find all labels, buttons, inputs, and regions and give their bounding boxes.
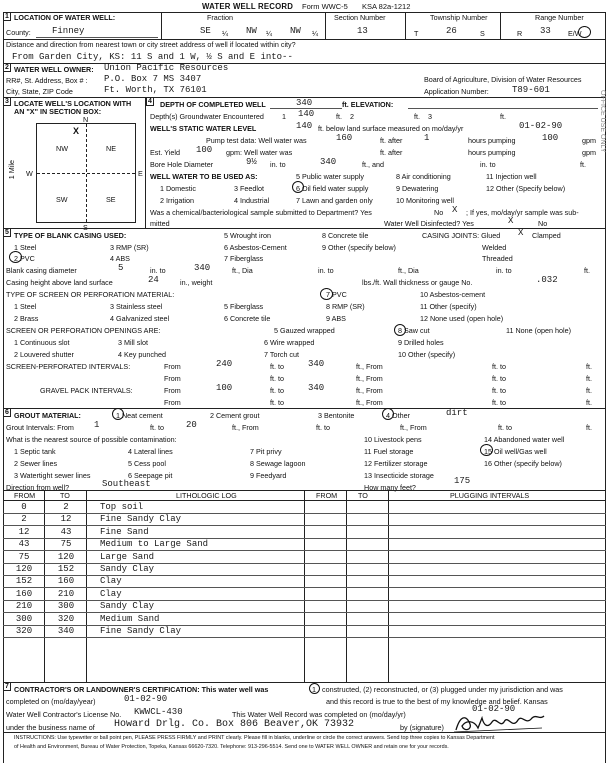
fraction-2: NW <box>246 26 257 36</box>
quadrant-ne: NE <box>106 144 116 153</box>
log-from-cell: 12 <box>18 526 30 537</box>
screen-pvc-circle <box>320 288 333 300</box>
perf-ft-to-4: ft. to <box>492 374 506 383</box>
license-label: Water Well Contractor's License No. <box>6 710 122 719</box>
grout-other-circle <box>382 408 394 420</box>
casing-rmp[interactable]: 3 RMP (SR) <box>110 243 149 252</box>
blank-in-to: in. to <box>150 266 166 275</box>
perf-ft-from: ft., From <box>356 362 383 371</box>
compass-n: N <box>83 115 89 124</box>
contam-pit[interactable]: 7 Pit privy <box>250 447 282 456</box>
yield-hours-text: hours pumping <box>468 148 516 157</box>
log-desc-cell: Fine Sandy Clay <box>100 626 182 636</box>
screen-pvc[interactable]: 7 PVC <box>326 290 347 299</box>
rr-value: P.O. Box 7 MS 3407 <box>104 74 202 84</box>
gravel-from-2: From <box>164 398 181 407</box>
screen-none[interactable]: 12 None used (open hole) <box>420 314 504 323</box>
grout-ft-end: ft. <box>586 423 592 432</box>
static-level-text: ft. below land surface measured on mo/day/yr <box>318 124 464 133</box>
business-value: Howard Drlg. Co. Box 806 Beaver,OK 73932 <box>114 719 355 730</box>
contam-insecticide[interactable]: 13 Insecticide storage <box>364 471 434 480</box>
ksa-number: KSA 82a-1212 <box>362 2 411 11</box>
section-1-number: 1 <box>3 12 11 21</box>
use-public[interactable]: 5 Public water supply <box>296 172 364 181</box>
screen-fiberglass[interactable]: 5 Fiberglass <box>224 302 264 311</box>
location-label: LOCATION OF WATER WELL: <box>14 13 116 22</box>
log-row-rule <box>3 587 606 588</box>
open-mill[interactable]: 3 Mill slot <box>118 338 148 347</box>
section-3-number: 3 <box>3 97 11 106</box>
log-row-rule <box>3 550 606 551</box>
grout-intervals-label: Grout Intervals: From <box>6 423 74 432</box>
log-row-rule <box>3 575 606 576</box>
perf-ft-to-3: ft. to <box>270 374 284 383</box>
log-desc-cell: Top soil <box>100 502 144 512</box>
yield-text: gpm: Well water was <box>226 148 293 157</box>
howmany-label: How many feet? <box>364 483 416 492</box>
fraction-label: Fraction <box>207 13 233 22</box>
grout-ft-to-2: ft. to <box>316 423 330 432</box>
casing-fiberglass[interactable]: 7 Fiberglass <box>224 254 264 263</box>
use-injection[interactable]: 11 Injection well <box>486 172 537 181</box>
office-use-margin: OFFICE USE ONLY <box>599 90 606 153</box>
gravel-ft-to-2: ft. to <box>492 386 506 395</box>
log-row-rule <box>3 513 606 514</box>
groundwater-label: Depth(s) Groundwater Encountered <box>150 112 264 121</box>
use-air[interactable]: 8 Air conditioning <box>396 172 451 181</box>
log-row-rule <box>3 525 606 526</box>
perf-ft-end: ft. <box>586 362 592 371</box>
yield-gpm-unit: gpm <box>582 148 596 157</box>
quarter-mark-1: ¼ <box>222 29 228 38</box>
bore-ft: ft. <box>580 160 586 169</box>
blank-diam-label: Blank casing diameter <box>6 266 77 275</box>
height-tail: in., weight <box>180 278 213 287</box>
pump-value: 160 <box>336 133 353 143</box>
yield-value: 100 <box>196 145 213 155</box>
screen-other[interactable]: 11 Other (specify) <box>420 302 477 311</box>
log-row-rule <box>3 612 606 613</box>
log-desc-cell: Sandy Clay <box>100 564 155 574</box>
instructions-1: INSTRUCTIONS: Use typewriter or ball point pen, PLEASE PRESS FIRMLY and PRINT clearly. Please fill in blanks, underline or circle the correct answers. Send top three copies to Kansas Department <box>14 735 495 741</box>
log-from-cell: 0 <box>21 502 27 512</box>
range-label: Range Number <box>535 13 584 22</box>
perf-ft-to: ft. to <box>270 362 284 371</box>
log-desc-cell: Clay <box>100 588 122 599</box>
contam-cess[interactable]: 5 Cess pool <box>128 459 166 468</box>
chem-sample-label: Was a chemical/bacteriological sample submitted to Department? Yes <box>150 208 372 217</box>
height-value: 24 <box>148 275 159 285</box>
grout-ft-to-3: ft. to <box>498 423 512 432</box>
chem-mitted: mitted <box>150 219 170 228</box>
gravel-ft-to-3: ft. to <box>270 398 284 407</box>
log-from-cell: 75 <box>18 551 30 562</box>
township-label: Township Number <box>430 13 488 22</box>
grout-ft-to: ft. to <box>150 423 164 432</box>
log-to-cell: 43 <box>60 526 72 537</box>
use-domestic[interactable]: 1 Domestic <box>160 184 196 193</box>
record-value: 01-02-90 <box>472 704 516 714</box>
section-6-number: 6 <box>3 408 11 417</box>
log-to-cell: 340 <box>57 626 75 636</box>
open-louvered[interactable]: 2 Louvered shutter <box>14 350 74 359</box>
log-to-cell: 120 <box>57 551 75 562</box>
open-other[interactable]: 10 Other (specify) <box>398 350 456 359</box>
log-desc-cell: Medium Sand <box>100 613 160 624</box>
contam-seepage[interactable]: 6 Seepage pit <box>128 471 173 480</box>
cert-label: CONTRACTOR'S OR LANDOWNER'S CERTIFICATION: This water well was <box>14 685 269 694</box>
yield-after: ft. after <box>380 148 403 157</box>
use-irrigation[interactable]: 2 Irrigation <box>160 196 194 205</box>
log-row-rule <box>3 600 606 601</box>
openings-label: SCREEN OR PERFORATION OPENINGS ARE: <box>6 326 161 335</box>
quarter-mark-3: ¼ <box>312 29 318 38</box>
screen-steel[interactable]: 1 Steel <box>14 302 37 311</box>
casing-wrought[interactable]: 5 Wrought iron <box>224 231 272 240</box>
open-wire[interactable]: 6 Wire wrapped <box>264 338 315 347</box>
contamination-label: What is the nearest source of possible contamination: <box>6 435 177 444</box>
disinfected-x: X <box>508 216 514 226</box>
cert-tail: constructed, (2) reconstructed, or (3) plugged under my jurisdiction and was <box>322 685 563 694</box>
rr-label: RR#, St. Address, Box # : <box>6 76 88 85</box>
grout-ft-from: ft., From <box>232 423 259 432</box>
pump-after: ft. after <box>380 136 403 145</box>
township-value: 26 <box>446 26 457 36</box>
direction-value: Southeast <box>102 479 151 489</box>
plug-header: PLUGGING INTERVALS <box>450 491 530 500</box>
board-label: Board of Agriculture, Division of Water Resources <box>424 75 582 84</box>
blank-diam-value: 5 <box>118 263 124 273</box>
gravel-ft-from: ft., From <box>356 386 383 395</box>
locate-label-2: AN "X" IN SECTION BOX: <box>14 107 102 116</box>
screen-concrete[interactable]: 6 Concrete tile <box>224 314 271 323</box>
contam-lagoon[interactable]: 8 Sewage lagoon <box>250 459 306 468</box>
log-from-header: FROM <box>14 491 36 500</box>
city-label: City, State, ZIP Code <box>6 87 73 96</box>
city-value: Ft. Worth, TX 76101 <box>104 85 207 95</box>
open-gauzed[interactable]: 5 Gauzed wrapped <box>274 326 335 335</box>
contam-oilwell[interactable]: 15 Oil well/Gas well <box>484 447 547 456</box>
section-5-number: 5 <box>3 228 11 237</box>
log-from-cell: 2 <box>21 514 27 525</box>
application-label: Application Number: <box>424 87 489 96</box>
perf-ft-from-2: ft., From <box>356 374 383 383</box>
log-to-header: TO <box>60 491 70 500</box>
log-to-cell: 2 <box>63 502 69 512</box>
depth-value: 340 <box>296 98 313 108</box>
gravel-label: GRAVEL PACK INTERVALS: <box>40 386 133 395</box>
grout-bentonite[interactable]: 3 Bentonite <box>318 411 355 420</box>
contam-septic[interactable]: 1 Septic tank <box>14 447 56 456</box>
w-circle <box>578 26 591 38</box>
bore-in-to: in. to <box>480 160 496 169</box>
open-key[interactable]: 4 Key punched <box>118 350 166 359</box>
screen-stainless[interactable]: 3 Stainless steel <box>110 302 163 311</box>
log-to-cell: 75 <box>60 539 72 550</box>
casing-other[interactable]: 9 Other (specify below) <box>322 243 396 252</box>
log-row-rule <box>3 538 606 539</box>
quadrant-sw: SW <box>56 195 68 204</box>
plug-from-header: FROM <box>316 491 338 500</box>
completed-label: completed on (mo/day/year) <box>6 697 96 706</box>
joints-threaded[interactable]: Threaded <box>482 254 513 263</box>
plug-to-header: TO <box>358 491 368 500</box>
open-drilled[interactable]: 9 Drilled holes <box>398 338 444 347</box>
log-row-rule <box>3 563 606 564</box>
open-sawcut-circle <box>394 324 406 336</box>
form-title: WATER WELL RECORD <box>202 2 294 11</box>
log-from-cell: 152 <box>15 576 33 587</box>
gravel-ft-to-4: ft. to <box>492 398 506 407</box>
lbsft-label: lbs./ft. Wall thickness or gauge No. <box>362 278 473 287</box>
pump-gpm: 100 <box>542 133 559 143</box>
locate-label: LOCATE WELL'S LOCATION WITH <box>14 99 132 108</box>
compass-e: E <box>138 169 143 178</box>
perf-label: SCREEN-PERFORATED INTERVALS: <box>6 362 131 371</box>
compass-w: W <box>26 169 33 178</box>
license-value: KWWCL-430 <box>134 707 183 717</box>
section-7-number: 7 <box>3 682 11 691</box>
perf-from-2: From <box>164 374 181 383</box>
gw-2-ft: ft. <box>414 112 420 121</box>
gravel-from-value: 100 <box>216 383 233 393</box>
completed-tail: and this record is true to the best of my knowledge and belief. Kansas <box>326 697 548 706</box>
use-lawn[interactable]: 7 Lawn and garden only <box>296 196 373 205</box>
contam-fuel[interactable]: 11 Fuel storage <box>364 447 414 456</box>
blank-in-to-3: in. to <box>496 266 512 275</box>
howmany-value: 175 <box>454 476 471 486</box>
log-from-cell: 320 <box>15 626 33 636</box>
fraction-3: NW <box>290 26 301 36</box>
contam-sewer[interactable]: 2 Sewer lines <box>14 459 58 468</box>
log-to-cell: 152 <box>57 564 75 574</box>
use-dewatering[interactable]: 9 Dewatering <box>396 184 439 193</box>
use-industrial[interactable]: 4 Industrial <box>234 196 270 205</box>
casing-abs[interactable]: 4 ABS <box>110 254 130 263</box>
open-continuous[interactable]: 1 Continuous slot <box>14 338 70 347</box>
bore-to: in. to <box>270 160 286 169</box>
one-mile-label: 1 Mile <box>7 160 16 180</box>
contam-oilwell-circle <box>480 444 493 456</box>
use-other[interactable]: 12 Other (Specify below) <box>486 184 566 193</box>
bore-value: 9½ <box>246 157 257 167</box>
bore-label: Bore Hole Diameter <box>150 160 214 169</box>
compass-s: S <box>83 223 88 232</box>
open-none[interactable]: 11 None (open hole) <box>506 326 571 335</box>
log-desc-cell: Sandy Clay <box>100 601 155 612</box>
use-label: WELL WATER TO BE USED AS: <box>150 172 258 181</box>
t-label: T <box>414 29 419 38</box>
log-desc-cell: Fine Sand <box>100 526 149 537</box>
gravel-ft-from-2: ft., From <box>356 398 383 407</box>
contam-livestock[interactable]: 10 Livestock pens <box>364 435 422 444</box>
chem-x: X <box>452 205 458 215</box>
gw-3-label: 3 <box>428 112 432 121</box>
screen-rmp[interactable]: 8 RMP (SR) <box>326 302 365 311</box>
quarter-mark-2: ¼ <box>266 29 272 38</box>
casing-pvc-circle <box>9 251 22 263</box>
owner-value: Union Pacific Resources <box>104 63 229 73</box>
distance-value: From Garden City, KS: 11 S and 1 W, ½ S and E into-- <box>12 52 293 62</box>
use-oilfield[interactable]: 6 Oil field water supply <box>296 184 369 193</box>
joints-label: CASING JOINTS: Glued <box>422 231 501 240</box>
open-torch[interactable]: 7 Torch cut <box>264 350 300 359</box>
screen-galvanized[interactable]: 4 Galvanized steel <box>110 314 170 323</box>
joints-x: X <box>518 228 524 238</box>
gravel-ft-to: ft. to <box>270 386 284 395</box>
elevation-label: ft. ELEVATION: <box>342 100 394 109</box>
grout-int-to: 20 <box>186 420 197 430</box>
blank-ft-3: ft. <box>584 266 590 275</box>
fraction-1: SE <box>200 26 211 36</box>
screen-brass[interactable]: 2 Brass <box>14 314 39 323</box>
gauge-value: .032 <box>536 275 558 285</box>
contam-other[interactable]: 16 Other (specify below) <box>484 459 562 468</box>
owner-label: WATER WELL OWNER: <box>14 65 94 74</box>
blank-ft-dia-2: ft., Dia <box>398 266 419 275</box>
grout-neat[interactable]: 1 Neat cement <box>116 411 163 420</box>
section-2-number: 2 <box>3 63 11 72</box>
contam-fertilizer[interactable]: 12 Fertilizer storage <box>364 459 428 468</box>
log-desc-cell: Large Sand <box>100 551 155 562</box>
grout-neat-circle <box>112 408 124 420</box>
static-level-label: WELL'S STATIC WATER LEVEL <box>150 124 257 133</box>
gw-3-ft: ft. <box>500 112 506 121</box>
disinfected-no[interactable]: No <box>538 219 548 228</box>
gw-1-value: 140 <box>298 109 315 119</box>
height-label: Casing height above land surface <box>6 278 113 287</box>
business-label: under the business name of <box>6 723 95 732</box>
screen-asbestos[interactable]: 10 Asbestos-cement <box>420 290 486 299</box>
quadrant-se: SE <box>106 195 116 204</box>
ew-label: E/W <box>568 29 582 38</box>
log-litho-header: LITHOLOGIC LOG <box>176 491 237 500</box>
section-value: 13 <box>357 26 368 36</box>
casing-label: TYPE OF BLANK CASING USED: <box>14 231 127 240</box>
grout-cement[interactable]: 2 Cement grout <box>210 411 260 420</box>
blank-to-value: 340 <box>194 263 211 273</box>
pump-hours: 1 <box>424 133 430 143</box>
pump-test-label: Pump test data: Well water was <box>206 136 307 145</box>
use-oilfield-circle <box>292 181 304 193</box>
gw-1-label: 1 <box>282 112 286 121</box>
depth-label: DEPTH OF COMPLETED WELL <box>160 100 266 109</box>
pump-gpm-unit: gpm <box>582 136 596 145</box>
county-label: County: <box>6 28 31 37</box>
log-to-cell: 12 <box>60 514 72 525</box>
log-to-cell: 300 <box>57 601 75 612</box>
screen-label: TYPE OF SCREEN OR PERFORATION MATERIAL: <box>6 290 175 299</box>
gravel-to-value: 340 <box>308 383 325 393</box>
distance-label: Distance and direction from nearest town or city street address of well if located within city? <box>6 40 296 49</box>
perf-ft-end-2: ft. <box>586 374 592 383</box>
instructions-2: of Health and Environment, Bureau of Water Protection, Topeka, Kansas 66620-7320. Telephone: 913-296-5514. Send one to WATER WELL OWNER and retain one for your records. <box>14 744 449 750</box>
signature-label: by (signature) <box>400 723 444 732</box>
r-label: R <box>517 29 523 38</box>
casing-asbestos[interactable]: 6 Asbestos-Cement <box>224 243 287 252</box>
form-number: Form WWC-5 <box>302 2 348 11</box>
contam-lateral[interactable]: 4 Lateral lines <box>128 447 173 456</box>
log-row-rule <box>3 637 606 638</box>
grout-ft-from-2: ft., From <box>400 423 427 432</box>
joints-welded[interactable]: Welded <box>482 243 507 252</box>
county-value: Finney <box>52 26 85 36</box>
grout-other-value: dirt <box>446 408 468 418</box>
log-from-cell: 120 <box>15 564 33 574</box>
contam-abandoned[interactable]: 14 Abandoned water well <box>484 435 565 444</box>
chem-tail: ; If yes, mo/day/yr sample was sub- <box>466 208 579 217</box>
perf-from-1: From <box>164 362 181 371</box>
casing-steel[interactable]: 1 Steel <box>14 243 37 252</box>
section-4-number: 4 <box>146 97 154 106</box>
location-x-mark: X <box>73 126 80 136</box>
log-from-cell: 160 <box>15 588 33 599</box>
screen-abs[interactable]: 9 ABS <box>326 314 346 323</box>
log-to-cell: 210 <box>57 588 75 599</box>
gravel-ft-end: ft. <box>586 386 592 395</box>
grout-other[interactable]: 4 Other <box>386 411 410 420</box>
open-sawcut[interactable]: 8 Saw cut <box>398 326 430 335</box>
bore-ft-and: ft., and <box>362 160 384 169</box>
blank-ft-dia: ft., Dia <box>232 266 253 275</box>
grout-label: GROUT MATERIAL: <box>14 411 81 420</box>
casing-pvc[interactable]: 2 PVC <box>14 254 35 263</box>
section-number-label: Section Number <box>334 13 386 22</box>
log-from-cell: 210 <box>15 601 33 612</box>
log-from-cell: 300 <box>15 613 33 624</box>
use-monitoring[interactable]: 10 Monitoring well <box>396 196 454 205</box>
completed-value: 01-02-90 <box>124 694 168 704</box>
perf-to-value: 340 <box>308 359 325 369</box>
log-row-rule <box>3 625 606 626</box>
range-value: 33 <box>540 26 551 36</box>
gw-2-label: 2 <box>350 112 354 121</box>
log-from-cell: 43 <box>18 539 30 550</box>
perf-from-value: 240 <box>216 359 233 369</box>
log-to-cell: 160 <box>57 576 75 587</box>
gravel-from-1: From <box>164 386 181 395</box>
s-label: S <box>480 29 485 38</box>
joints-clamped[interactable]: Clamped <box>532 231 561 240</box>
disinfected-label: Water Well Disinfected? Yes <box>384 219 474 228</box>
blank-in-to-2: in. to <box>318 266 334 275</box>
yield-label: Est. Yield <box>150 148 180 157</box>
static-level-value: 140 <box>296 121 313 131</box>
static-date: 01-02-90 <box>519 121 563 131</box>
quadrant-nw: NW <box>56 144 68 153</box>
perf-ft-to-2: ft. to <box>492 362 506 371</box>
record-label: This Water Well Record was completed on (mo/day/yr) <box>232 710 406 719</box>
grout-int-from: 1 <box>94 420 100 430</box>
log-desc-cell: Clay <box>100 576 122 587</box>
chem-no[interactable]: No <box>434 208 444 217</box>
gravel-ft-end-2: ft. <box>586 398 592 407</box>
application-value: T89-601 <box>512 85 550 95</box>
gw-1-ft: ft. <box>336 112 342 121</box>
direction-label: Direction from well? <box>6 483 70 492</box>
pump-hours-text: hours pumping <box>468 136 516 145</box>
log-to-cell: 320 <box>57 613 75 624</box>
log-desc-cell: Medium to Large Sand <box>100 539 209 550</box>
log-desc-cell: Fine Sandy Clay <box>100 514 182 525</box>
bore-to-value: 340 <box>320 157 337 167</box>
contam-feedyard[interactable]: 9 Feedyard <box>250 471 287 480</box>
contam-watertight[interactable]: 3 Watertight sewer lines <box>14 471 91 480</box>
use-feedlot[interactable]: 3 Feedlot <box>234 184 264 193</box>
casing-concrete[interactable]: 8 Concrete tile <box>322 231 369 240</box>
